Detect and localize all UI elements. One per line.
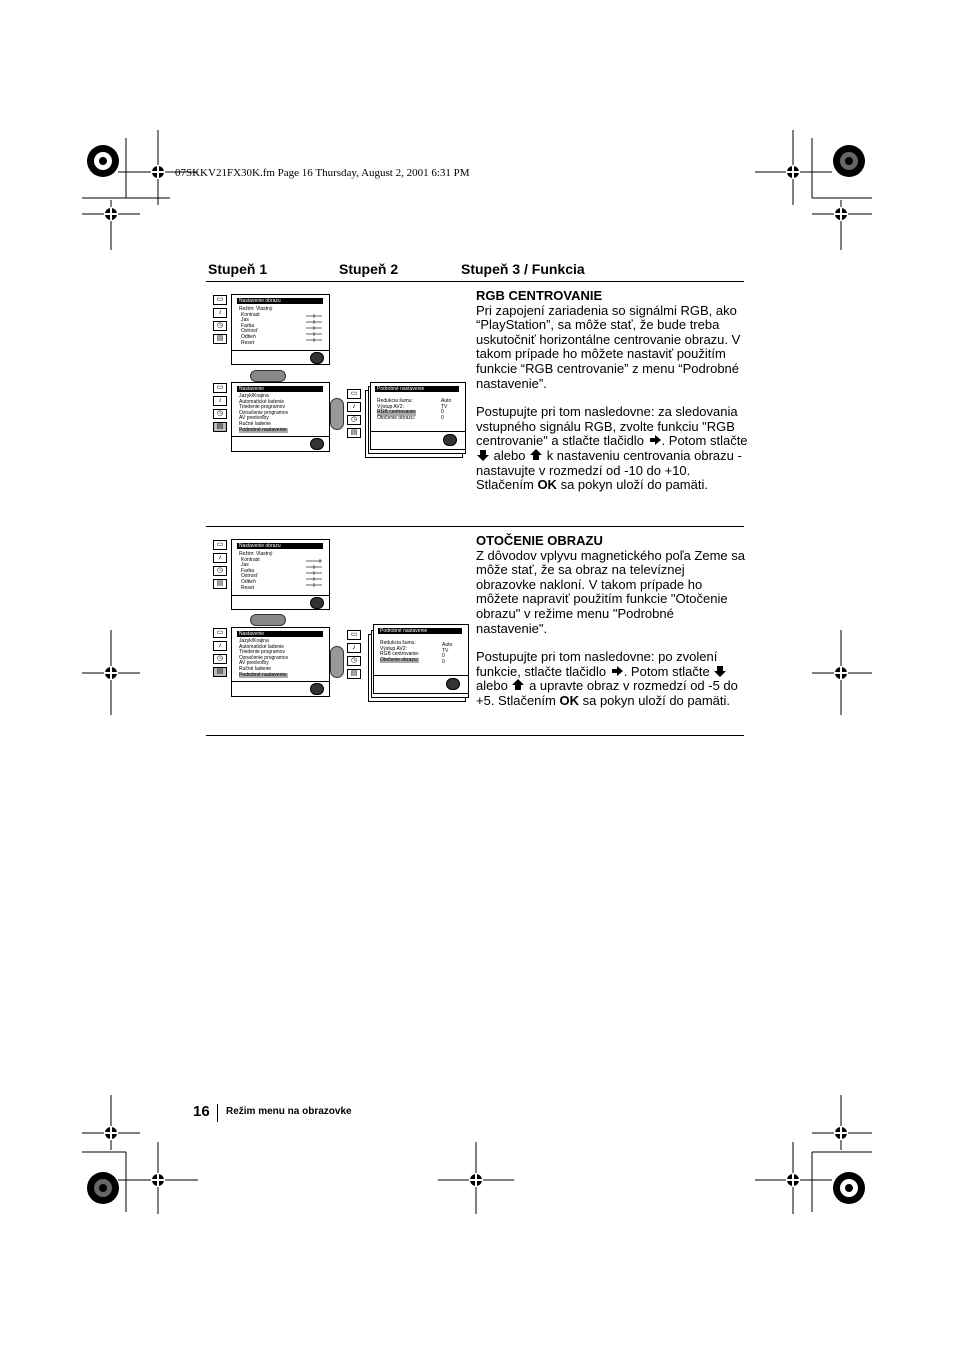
text-run: . Potom stlačte bbox=[623, 663, 710, 679]
header-step2: Stupeň 2 bbox=[339, 261, 399, 277]
menu-list bbox=[239, 552, 272, 591]
sound-icon: ♪ bbox=[213, 308, 227, 318]
section-picture-rotation bbox=[476, 534, 748, 709]
down-button-icon bbox=[250, 614, 286, 626]
file-header-line: 07SKKV21FX30K.fm Page 16 Thursday, August 2, 2001 6:31 PM bbox=[175, 167, 470, 179]
menu-list bbox=[239, 307, 272, 346]
menu-item: Reset bbox=[241, 584, 255, 591]
right-button-icon bbox=[330, 398, 344, 430]
menu-title: Podrobné nastavenie bbox=[375, 386, 459, 392]
up-arrow-icon bbox=[529, 449, 543, 461]
menu-item: Jas bbox=[241, 317, 249, 324]
detail-menu-screen bbox=[373, 624, 469, 694]
sound-icon: ♪ bbox=[347, 402, 361, 412]
divider bbox=[371, 431, 465, 432]
text-run: alebo bbox=[493, 447, 526, 463]
timer-icon: ◷ bbox=[213, 321, 227, 331]
ok-button-icon bbox=[310, 438, 324, 450]
menu-title: Podrobné nastavenie bbox=[378, 628, 462, 634]
menu-item: AV predvoľby bbox=[239, 660, 269, 667]
ok-button-icon bbox=[310, 683, 324, 695]
sound-icon: ♪ bbox=[213, 396, 227, 406]
menu-item: AV predvoľby bbox=[239, 415, 269, 422]
menu-icon-column bbox=[213, 628, 229, 680]
menu-list bbox=[377, 399, 416, 421]
menu-value: Auto bbox=[442, 642, 453, 648]
menu-list bbox=[239, 394, 288, 433]
menu-item-selected: RGB centrovanie: bbox=[377, 409, 417, 416]
header-rule bbox=[206, 281, 744, 282]
menu-item: Kontrast bbox=[241, 556, 260, 563]
menu-item: Výstup AV2: bbox=[377, 403, 404, 410]
timer-icon: ◷ bbox=[213, 566, 227, 576]
menu-item: Redukcia šumu: bbox=[377, 398, 413, 404]
section-rgb-centering bbox=[476, 289, 748, 493]
menu-icon-column bbox=[213, 383, 229, 435]
menu-item-selected: Podrobné nastavenie bbox=[239, 426, 287, 433]
ok-button-icon bbox=[443, 434, 457, 446]
menu-value: 0 bbox=[442, 658, 445, 665]
menu-title: Nastavenie bbox=[237, 631, 323, 637]
setup-icon: ▤ bbox=[213, 579, 227, 589]
menu-values bbox=[442, 643, 452, 665]
setup-menu-screen bbox=[231, 382, 330, 452]
divider bbox=[232, 595, 329, 596]
menu-title: Nastavenie bbox=[237, 386, 323, 392]
menu-value: 0 bbox=[441, 414, 444, 421]
menu-value: 0 bbox=[442, 653, 445, 660]
timer-icon: ◷ bbox=[213, 409, 227, 419]
section-paragraph: Z dôvodov vplyvu magnetického poľa Zeme sa môže stať, že sa obraz na televíznej obrazovke nakloní. V takom prípade ho môžete napraviť použitím funkcie "Otočenie obrazu" v režime menu "Podrobné nastavenie". bbox=[476, 547, 745, 636]
picture-menu-screen bbox=[231, 539, 330, 610]
sound-icon: ♪ bbox=[347, 643, 361, 653]
menu-item: Ostrosť bbox=[241, 328, 258, 335]
menu-item: Otočenie obrazu: bbox=[377, 414, 416, 421]
menu-item: Označenie programov bbox=[239, 654, 289, 661]
menu-list bbox=[239, 639, 288, 678]
page-number: 16 bbox=[193, 1103, 210, 1120]
menu-item-selected: Podrobné nastavenie bbox=[239, 671, 287, 678]
timer-icon: ◷ bbox=[213, 654, 227, 664]
ok-button-icon bbox=[310, 597, 324, 609]
menu-item: Kontrast bbox=[241, 311, 260, 318]
menu-icon-column bbox=[213, 540, 229, 592]
footer-section-name: Režim menu na obrazovke bbox=[226, 1106, 352, 1117]
down-arrow-icon bbox=[713, 665, 727, 677]
text-run: Postupujte pri tom nasledovne: po zvolení funkcie, stlačte tlačidlo bbox=[476, 649, 718, 679]
right-arrow-icon bbox=[648, 434, 662, 446]
picture-icon: ▭ bbox=[213, 383, 227, 393]
section-instructions bbox=[476, 650, 748, 708]
menu-value: TV bbox=[442, 647, 449, 654]
menu-item: Výstup AV2: bbox=[380, 645, 407, 652]
setup-icon: ▤ bbox=[213, 334, 227, 344]
divider bbox=[232, 681, 329, 682]
right-arrow-icon bbox=[610, 665, 624, 677]
text-run: k nastaveniu centrovania obrazu - nastavujte v rozmedzí od -10 do +10. Stlačením bbox=[476, 447, 742, 493]
picture-icon: ▭ bbox=[347, 389, 361, 399]
menu-item: Automatické ladenie bbox=[239, 643, 285, 650]
picture-icon: ▭ bbox=[213, 540, 227, 550]
menu-item: Ručné ladenie bbox=[239, 420, 271, 427]
text-run: Postupujte pri tom nasledovne: za sledovania vstupného signálu RGB, zvolte funkciu "RGB centrovanie" a stlačte tlačidlo bbox=[476, 404, 738, 449]
setup-menu-screen bbox=[231, 627, 330, 697]
ok-button-icon bbox=[446, 678, 460, 690]
up-arrow-icon bbox=[511, 679, 525, 691]
footer-divider bbox=[217, 1104, 218, 1122]
menu-item: Farba bbox=[241, 322, 255, 329]
detail-menu-screen bbox=[370, 382, 466, 450]
divider bbox=[374, 675, 468, 676]
text-run: sa pokyn uloží do pamäti. bbox=[582, 692, 731, 708]
setup-icon: ▤ bbox=[347, 669, 361, 679]
menu-icon-column bbox=[213, 295, 229, 347]
down-button-icon bbox=[250, 370, 286, 382]
section-divider bbox=[206, 526, 744, 527]
menu-item: Ostrosť bbox=[241, 573, 258, 580]
divider bbox=[232, 436, 329, 437]
menu-item: Jazyk/Krajina bbox=[239, 638, 269, 644]
menu-title: Nastavenie obrazu bbox=[237, 543, 323, 549]
timer-icon: ◷ bbox=[347, 415, 361, 425]
picture-icon: ▭ bbox=[213, 628, 227, 638]
menu-item: Farba bbox=[241, 567, 255, 574]
menu-item: Triedenie programov bbox=[239, 649, 285, 656]
section-instructions bbox=[476, 405, 748, 493]
menu-title: Nastavenie obrazu bbox=[237, 298, 323, 304]
setup-icon: ▤ bbox=[213, 422, 227, 432]
text-run: sa pokyn uloží do pamäti. bbox=[560, 477, 708, 493]
menu-mode: Režim: Vlastný bbox=[239, 551, 273, 557]
menu-item: Odtieň bbox=[241, 333, 256, 340]
picture-menu-screen bbox=[231, 294, 330, 365]
menu-value: 0 bbox=[441, 409, 444, 416]
ok-label: OK bbox=[559, 692, 579, 708]
setup-icon: ▤ bbox=[347, 428, 361, 438]
setup-icon: ▤ bbox=[213, 667, 227, 677]
menu-value: Auto bbox=[441, 398, 452, 404]
menu-list bbox=[380, 641, 419, 663]
header-step3: Stupeň 3 / Funkcia bbox=[461, 261, 585, 277]
menu-icon-column bbox=[347, 389, 363, 441]
divider bbox=[232, 350, 329, 351]
picture-icon: ▭ bbox=[347, 630, 361, 640]
text-run: . Potom stlačte bbox=[661, 433, 748, 449]
ok-button-icon bbox=[310, 352, 324, 364]
right-button-icon bbox=[330, 646, 344, 678]
section-title: RGB CENTROVANIE bbox=[476, 288, 603, 303]
menu-item: Redukcia šumu: bbox=[380, 640, 416, 646]
menu-item: Ručné ladenie bbox=[239, 665, 271, 672]
text-run: a upravte obraz v rozmedzí od -5 do +5. Stlačením bbox=[476, 678, 738, 708]
menu-item: Odtieň bbox=[241, 578, 256, 585]
menu-values bbox=[441, 399, 451, 421]
menu-item: Jas bbox=[241, 562, 249, 569]
ok-label: OK bbox=[537, 477, 557, 493]
section-title: OTOČENIE OBRAZU bbox=[476, 533, 603, 548]
menu-mode: Režim: Vlastný bbox=[239, 306, 273, 312]
down-arrow-icon bbox=[476, 449, 490, 461]
menu-icon-column bbox=[347, 630, 363, 682]
timer-icon: ◷ bbox=[347, 656, 361, 666]
menu-item: Automatické ladenie bbox=[239, 398, 285, 405]
sound-icon: ♪ bbox=[213, 641, 227, 651]
menu-value: TV bbox=[441, 403, 448, 410]
menu-item: Triedenie programov bbox=[239, 404, 285, 411]
sound-icon: ♪ bbox=[213, 553, 227, 563]
section-paragraph: Pri zapojení zariadenia so signálmi RGB, ako “PlayStation”, sa môže stať, že bude treba uskutočniť horizontálne centrovanie obrazu. V takom prípade ho môžete nastaviť použitím funkcie “RGB centrovanie” z menu “Podrobné nastavenie”. bbox=[476, 302, 741, 391]
slider-marks bbox=[306, 312, 324, 348]
bottom-rule bbox=[206, 735, 744, 736]
slider-marks bbox=[306, 557, 324, 593]
menu-item: RGB centrovanie: bbox=[380, 651, 420, 658]
picture-icon: ▭ bbox=[213, 295, 227, 305]
menu-item: Jazyk/Krajina bbox=[239, 393, 269, 399]
menu-item: Označenie programov bbox=[239, 409, 289, 416]
menu-item: Reset bbox=[241, 339, 255, 346]
text-run: alebo bbox=[476, 678, 508, 694]
menu-item-selected: Otočenie obrazu: bbox=[380, 656, 419, 663]
header-step1: Stupeň 1 bbox=[208, 261, 268, 277]
